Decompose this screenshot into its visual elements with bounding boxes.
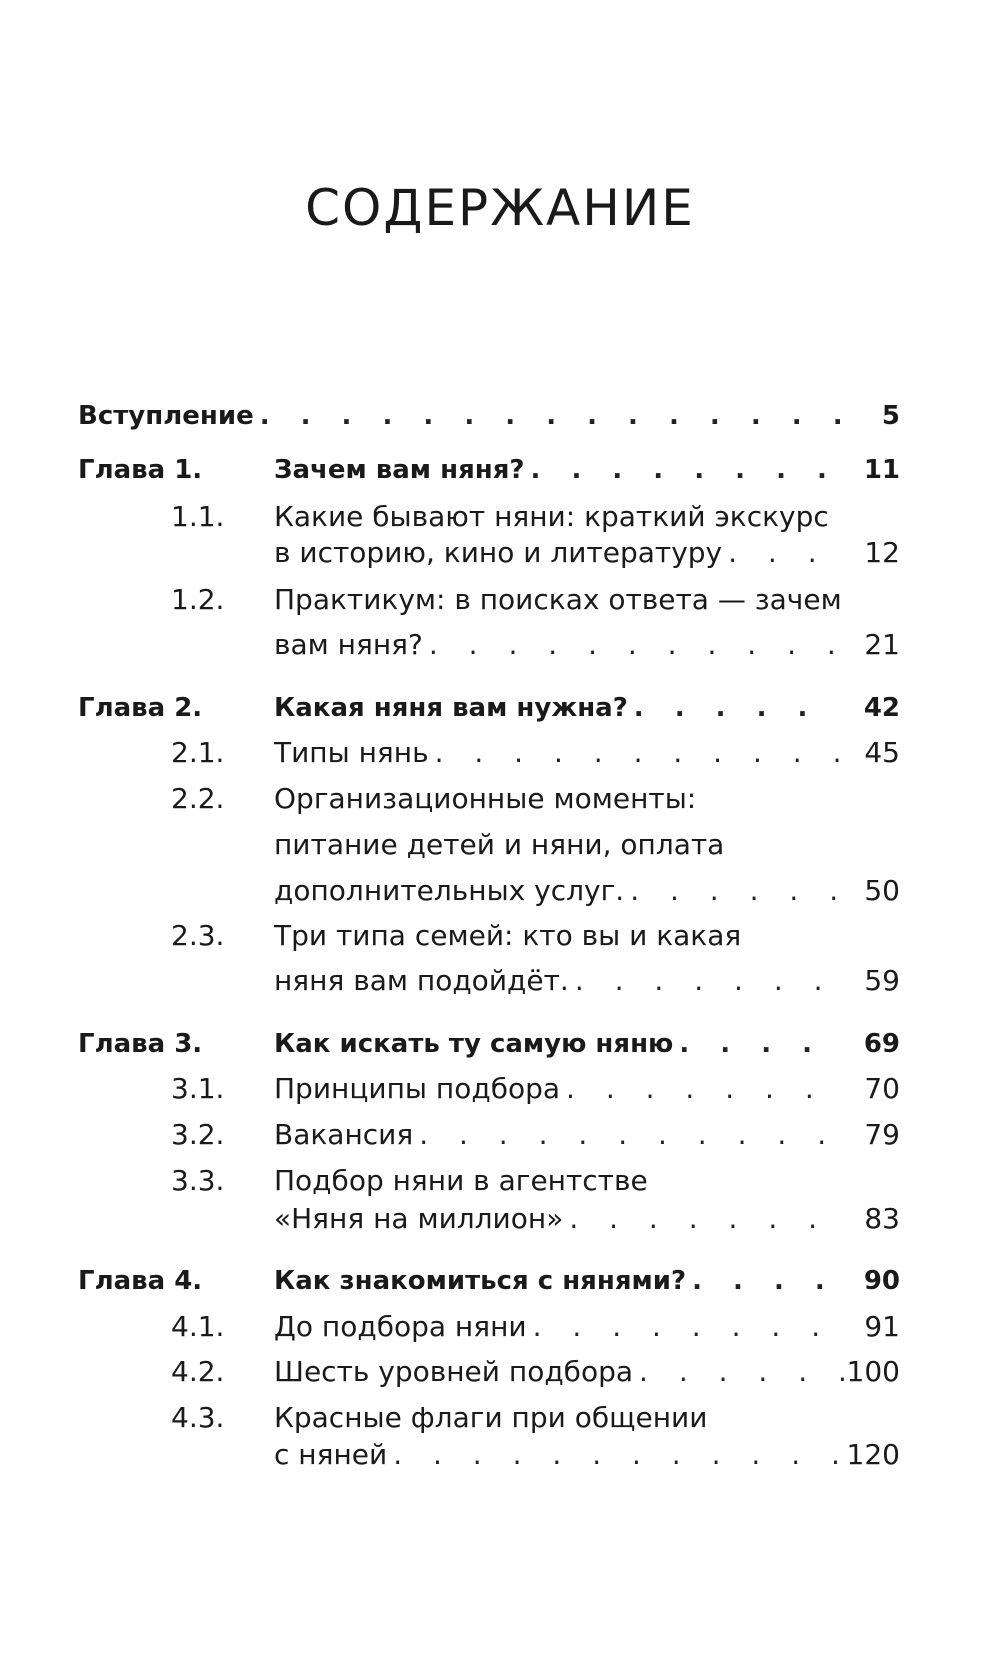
section-number: 2.2. [171, 782, 225, 815]
chapter-title-row [274, 450, 840, 490]
section-title-line: Подбор няни в агентстве [274, 1164, 648, 1197]
chapter-title: Зачем вам няня? [274, 455, 525, 485]
toc-section-line [0, 533, 1000, 573]
section-text-row [274, 533, 840, 573]
section-title-line: дополнительных услуг. [274, 874, 625, 907]
section-title-line: няня вам подойдёт. [274, 964, 569, 997]
section-text-row [274, 1307, 840, 1347]
section-number: 3.3. [171, 1164, 225, 1197]
section-title-line: Какие бывают няни: краткий экскурс [274, 500, 829, 533]
dot-leader [419, 1115, 840, 1155]
section-title-line: До подбора няни [274, 1310, 527, 1343]
section-text-row [274, 1435, 845, 1475]
toc-chapter-entry [0, 450, 1000, 490]
section-title-line: Принципы подбора [274, 1072, 561, 1105]
toc-section-line [0, 1398, 1000, 1438]
dot-leader [566, 1069, 840, 1109]
chapter-page-number: 42 [863, 693, 900, 723]
dot-leader [429, 625, 840, 665]
section-title-line: в историю, кино и литературу [274, 536, 723, 569]
section-text-row [274, 961, 840, 1001]
chapter-page-number: 11 [863, 455, 900, 485]
intro-page-number: 5 [881, 401, 900, 431]
section-text-row [274, 1199, 840, 1239]
intro-row [78, 396, 840, 436]
section-text-row [274, 825, 900, 865]
section-text-row [274, 1069, 840, 1109]
section-number: 1.2. [171, 583, 225, 616]
section-number: 4.1. [171, 1310, 225, 1343]
section-number: 1.1. [171, 500, 225, 533]
section-text-row [274, 1398, 900, 1438]
dot-leader [435, 733, 840, 773]
section-title-line: Практикум: в поисках ответа — зачем [274, 583, 842, 616]
chapter-page-number: 90 [863, 1266, 900, 1296]
section-text-row [274, 1352, 845, 1392]
chapter-title-row [274, 688, 840, 728]
section-title-line: Вакансия [274, 1118, 414, 1151]
dot-leader [692, 1261, 840, 1301]
page-title: СОДЕРЖАНИЕ [305, 178, 695, 237]
section-page-number: 50 [864, 874, 900, 907]
dot-leader [393, 1435, 845, 1475]
section-title-line: Организационные моменты: [274, 782, 697, 815]
dot-leader [533, 1307, 840, 1347]
section-title-line: Типы нянь [274, 736, 429, 769]
toc-section-line [0, 1352, 1000, 1392]
toc-section-line [0, 1307, 1000, 1347]
toc-section-line [0, 1199, 1000, 1239]
toc-intro-entry [0, 396, 1000, 436]
section-title-line: «Няня на миллион» [274, 1202, 564, 1235]
section-page-number: 100 [846, 1355, 900, 1388]
toc-chapter-entry [0, 688, 1000, 728]
dot-leader [569, 1199, 840, 1239]
toc-section-line [0, 1115, 1000, 1155]
intro-label: Вступление [78, 401, 254, 431]
section-page-number: 83 [864, 1202, 900, 1235]
section-page-number: 120 [846, 1438, 900, 1471]
toc-section-line [0, 871, 1000, 911]
toc-section-line [0, 1069, 1000, 1109]
section-number: 2.1. [171, 736, 225, 769]
toc-section-line [0, 1435, 1000, 1475]
section-number: 3.1. [171, 1072, 225, 1105]
section-title-line: питание детей и няни, оплата [274, 828, 725, 861]
section-title-line: с няней [274, 1438, 388, 1471]
section-text-row [274, 733, 840, 773]
section-page-number: 59 [864, 964, 900, 997]
section-title-line: Шесть уровней подбора [274, 1355, 634, 1388]
toc-section-line [0, 580, 1000, 620]
section-number: 3.2. [171, 1118, 225, 1151]
dot-leader [575, 961, 840, 1001]
chapter-label: Глава 1. [78, 455, 203, 485]
dot-leader [531, 450, 840, 490]
section-text-row [274, 497, 900, 537]
section-text-row [274, 871, 840, 911]
toc-section-line [0, 916, 1000, 956]
dot-leader [634, 688, 840, 728]
chapter-title: Какая няня вам нужна? [274, 693, 628, 723]
section-number: 2.3. [171, 919, 225, 952]
section-text-row [274, 625, 840, 665]
toc-section-line [0, 779, 1000, 819]
section-text-row [274, 580, 900, 620]
chapter-title-row [274, 1024, 840, 1064]
section-title-line: вам няня? [274, 628, 423, 661]
dot-leader [679, 1024, 840, 1064]
section-text-row [274, 1115, 840, 1155]
chapter-title: Как искать ту самую няню [274, 1029, 674, 1059]
toc-section-line [0, 733, 1000, 773]
chapter-label: Глава 2. [78, 693, 203, 723]
toc-section-line [0, 825, 1000, 865]
section-text-row [274, 779, 900, 819]
section-page-number: 45 [864, 736, 900, 769]
section-text-row [274, 916, 900, 956]
toc-chapter-entry [0, 1024, 1000, 1064]
dot-leader [639, 1352, 845, 1392]
dot-leader [728, 533, 840, 573]
toc-section-line [0, 625, 1000, 665]
chapter-title-row [274, 1261, 840, 1301]
toc-section-line [0, 1161, 1000, 1201]
section-title-line: Три типа семей: кто вы и какая [274, 919, 742, 952]
section-page-number: 21 [864, 628, 900, 661]
section-page-number: 12 [864, 536, 900, 569]
dot-leader [260, 396, 840, 436]
toc-section-line [0, 497, 1000, 537]
section-page-number: 91 [864, 1310, 900, 1343]
section-title-line: Красные флаги при общении [274, 1401, 708, 1434]
section-page-number: 79 [864, 1118, 900, 1151]
toc-chapter-entry [0, 1261, 1000, 1301]
chapter-title: Как знакомиться с нянями? [274, 1266, 687, 1296]
section-number: 4.2. [171, 1355, 225, 1388]
section-number: 4.3. [171, 1401, 225, 1434]
toc-section-line [0, 961, 1000, 1001]
chapter-label: Глава 4. [78, 1266, 203, 1296]
chapter-page-number: 69 [863, 1029, 900, 1059]
dot-leader [630, 871, 840, 911]
chapter-label: Глава 3. [78, 1029, 203, 1059]
section-page-number: 70 [864, 1072, 900, 1105]
section-text-row [274, 1161, 900, 1201]
